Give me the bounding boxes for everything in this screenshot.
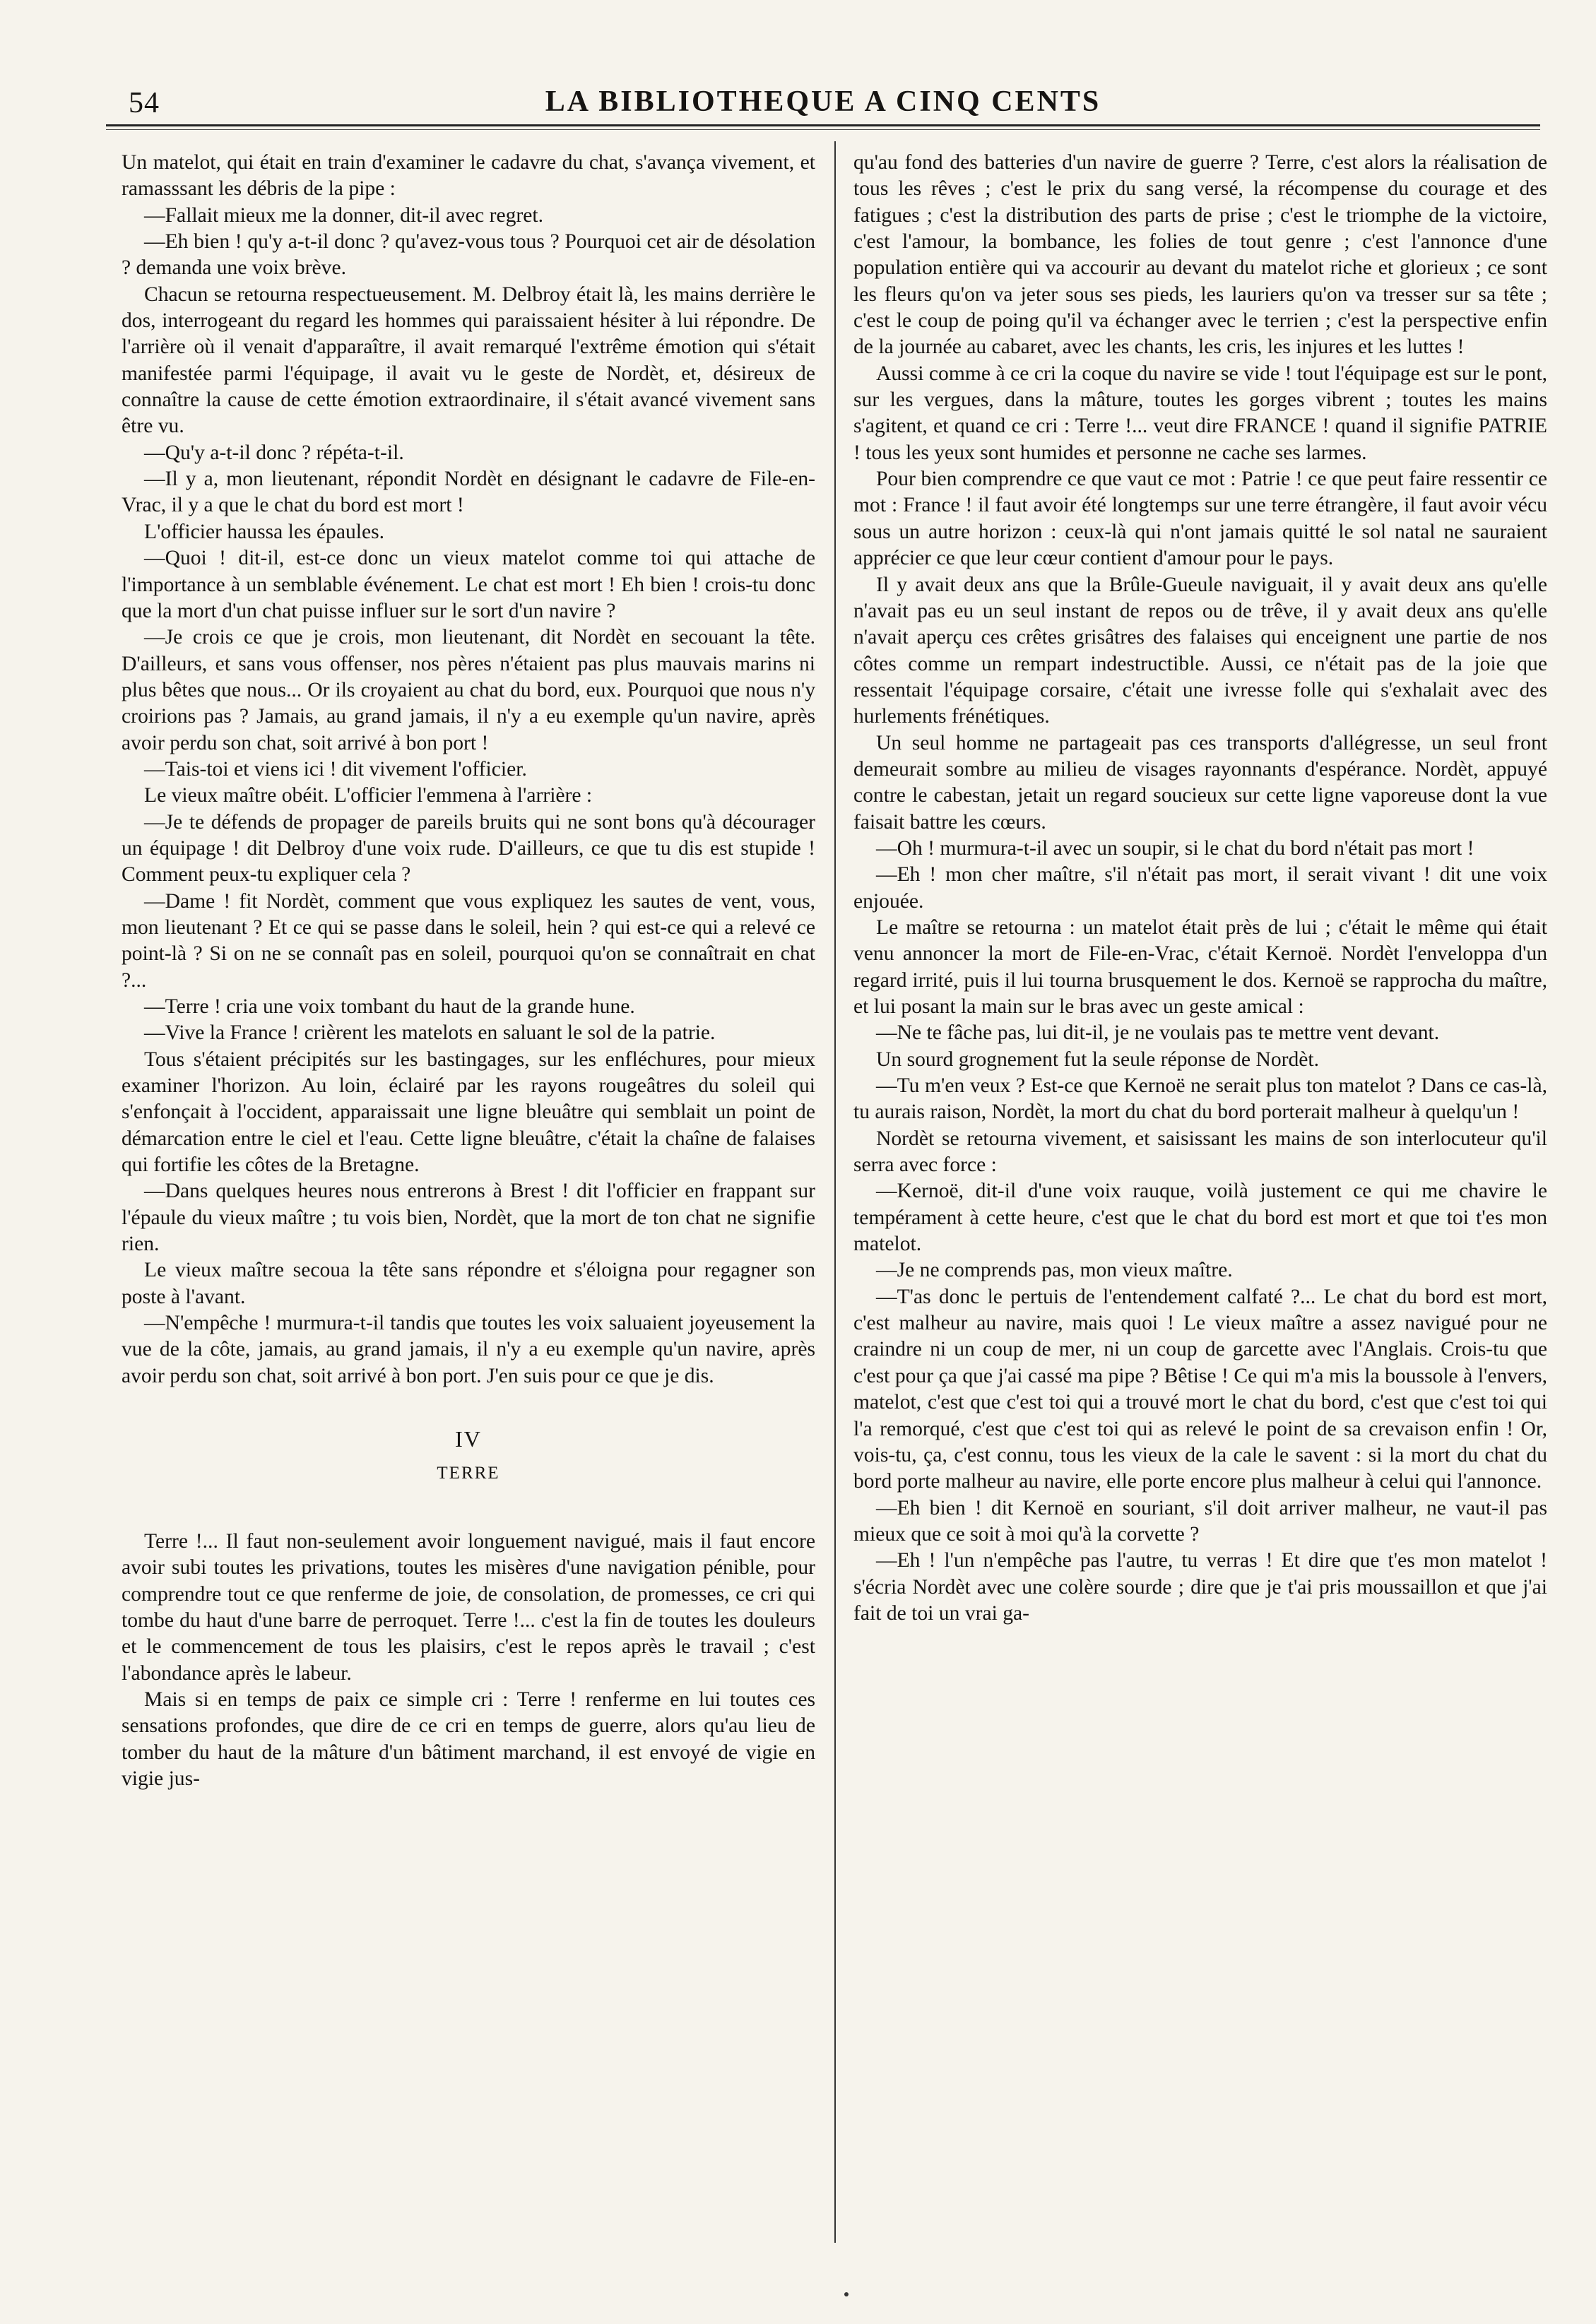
paragraph: —Eh ! mon cher maître, s'il n'était pas mort, il serait vivant ! dit une voix enjouée. — [853, 863, 1547, 913]
page-number: 54 — [129, 87, 160, 119]
paragraph: L'officier haussa les épaules. — [144, 520, 385, 543]
header-rule-thin — [106, 129, 1540, 130]
paragraph: —N'empêche ! murmura-t-il tandis que toutes les voix saluaient joyeusement la vue de la côte, jamais, au grand jamais, il n'y a eu exemple qu'un navire, après avoir perdu son chat, soit arrivé à bon port. J'en suis pour ce que je dis. — [122, 1312, 815, 1387]
paragraph: qu'au fond des batteries d'un navire de guerre ? Terre, c'est alors la réalisation de tous les rêves ; c'est le prix du sang versé, la récompense du courage et des fatigues ; c'est la distribution des parts de prise ; c'est le triomphe de la victoire, c'est l'amour, la bombance, les folies de tout genre ; c'est l'annonce d'une population entière qui va accourir au devant du matelot riche et glorieux ; ce sont les fleurs qu'on va jeter sous ses pieds, les lauriers qu'on va tresser sur sa tête ; c'est le coup de poing qu'il va échanger avec le terrien ; c'est la perspective enfin de la journée au cabaret, avec les chants, les cris, les injures et les luttes ! — [853, 151, 1547, 359]
paragraph: —Fallait mieux me la donner, dit-il avec regret. — [144, 203, 544, 227]
paragraph: Terre !... Il faut non-seulement avoir longuement navigué, mais il faut encore avoir subi toutes les privations, toutes les misères d'une navigation pénible, pour comprendre tout ce que renferme de joie, de consolation, de promesses, ce cri qui tombe du haut d'une barre de perroquet. Terre !... c'est la fin de toutes les douleurs et le commencement de tous les plaisirs, c'est le repos après le travail ; c'est l'abondance après le labeur. — [122, 1529, 815, 1685]
section-number: IV — [455, 1426, 482, 1452]
paragraph: Un matelot, qui était en train d'examiner le cadavre du chat, s'avança vivement, et ramasssant les débris de la pipe : — [122, 151, 815, 201]
paragraph: Pour bien comprendre ce que vaut ce mot : Patrie ! ce que peut faire ressentir ce mot : France ! il faut avoir été longtemps sur une terre étrangère, il faut avoir vécu sous un autre horizon : ceux-là qui n'ont jamais quitté le sol natal ne sauraient apprécier ce que leur cœur contient d'amour pour le pays. — [853, 468, 1547, 570]
right-column — [853, 150, 1547, 2241]
running-title: LA BIBLIOTHEQUE A CINQ CENTS — [545, 85, 1101, 118]
left-column — [122, 150, 815, 2241]
paragraph: Tous s'étaient précipités sur les bastingages, sur les enfléchures, pour mieux examiner l'horizon. Au loin, éclairé par les rayons rougeâtres du soleil qui s'enfonçait à l'occident, apparaissait une ligne bleuâtre qui semblait un point de démarcation entre le ciel et l'eau. Cette ligne bleuâtre, c'était la chaîne de falaises qui fortifie les côtes de la Bretagne. — [122, 1048, 815, 1177]
paragraph: —Tais-toi et viens ici ! dit vivement l'officier. — [144, 757, 527, 781]
paragraph: —T'as donc le pertuis de l'entendement calfaté ?... Le chat du bord est mort, c'est malheur au navire, mais quoi ! Le vieux maître a assez navigué pour ne craindre ni un coup de mer, ni un coup de garcette avec l'Anglais. Crois-tu que c'est pour ça que j'ai cassé ma pipe ? Bêtise ! Ce qui m'a mis la boussole à l'envers, matelot, c'est que c'est toi qui a trouvé mort le chat du bord, c'est que c'est toi qui l'a remorqué, c'est que c'est toi qui as relevé le point de sa crevaison enfin ! Or, vois-tu, ça, c'est connu, tous les vieux de la cale le savent : si la mort du chat du bord porte malheur au navire, elle porte encore plus malheur à celui qui l'annonce. — [853, 1285, 1547, 1493]
paragraph: Mais si en temps de paix ce simple cri : Terre ! renferme en lui toutes ces sensations profondes, que dire de ce cri en temps de guerre, alors qu'au lieu de tomber du haut de la mâture d'un bâtiment marchand, il est envoyé de vigie en vigie jus- — [122, 1688, 815, 1790]
paragraph: —Vive la France ! crièrent les matelots en saluant le sol de la patrie. — [144, 1021, 716, 1045]
paragraph: Le maître se retourna : un matelot était près de lui ; c'était le même qui était venu annoncer la mort de File-en-Vrac, c'était Kernoë. Nordèt l'enveloppa d'un regard irrité, puis il lui tourna brusquement le dos. Kernoë se rapprocha du maître, et lui posant la main sur le bras avec un geste amical : — [853, 915, 1547, 1018]
paragraph: Aussi comme à ce cri la coque du navire se vide ! tout l'équipage est sur le pont, sur les vergues, dans la mâture, toutes les gorges vibrent ; toutes les mains s'agitent, et quand ce cri : Terre !... veut dire FRANCE ! quand il signifie PATRIE ! tous les yeux sont humides et personne ne cache ses larmes. — [853, 362, 1547, 464]
page-header — [106, 83, 1540, 133]
paragraph: —Terre ! cria une voix tombant du haut de la grande hune. — [144, 995, 635, 1018]
paragraph: —Qu'y a-t-il donc ? répéta-t-il. — [144, 441, 404, 464]
paragraph: —Eh bien ! dit Kernoë en souriant, s'il doit arriver malheur, ne vaut-il pas mieux que ce soit à moi qu'à la corvette ? — [853, 1496, 1547, 1546]
section-title: TERRE — [437, 1463, 500, 1483]
paragraph: —Tu m'en veux ? Est-ce que Kernoë ne serait plus ton matelot ? Dans ce cas-là, tu aurais raison, Nordèt, la mort du chat du bord porterait malheur à quelqu'un ! — [853, 1074, 1547, 1124]
paragraph: —Dame ! fit Nordèt, comment que vous expliquez les sautes de vent, vous, mon lieutenant ? Et ce qui se passe dans le soleil, hein ? qui est-ce qui a relevé ce point-là ? Si on ne se connaît pas en soleil, pourquoi qu'on se connaîtrait en chat ?... — [122, 889, 815, 992]
paragraph: Un seul homme ne partageait pas ces transports d'allégresse, un seul front demeurait sombre au milieu de visages rayonnants d'espérance. Nordèt, appuyé contre le cabestan, jetait un regard soucieux sur cette ligne vaporeuse dont la vue faisait battre les cœurs. — [853, 731, 1547, 834]
paragraph: —Quoi ! dit-il, est-ce donc un vieux matelot comme toi qui attache de l'importance à un semblable événement. Le chat est mort ! Eh bien ! crois-tu donc que la mort d'un chat puisse influer sur le sort d'un navire ? — [122, 547, 815, 622]
paragraph: Un sourd grognement fut la seule réponse de Nordèt. — [876, 1048, 1320, 1071]
paragraph: Chacun se retourna respectueusement. M. Delbroy était là, les mains derrière le dos, interrogeant du regard les hommes qui paraissaient hésiter à lui répondre. De l'arrière où il venait d'apparaître, il avait remarqué l'extrême émotion qui s'était manifestée parmi l'équipage, il avait vu le geste de Nordèt, et, désireux de connaître la cause de cette émotion extraordinaire, il s'était avancé vivement sans être vu. — [122, 283, 815, 438]
paragraph: —Je te défends de propager de pareils bruits qui ne sont bons qu'à décourager un équipage ! dit Delbroy d'une voix rude. D'ailleurs, ce que tu dis est stupide ! Comment peux-tu expliquer cela ? — [122, 810, 815, 887]
paragraph: —Ne te fâche pas, lui dit-il, je ne voulais pas te mettre vent devant. — [876, 1021, 1440, 1045]
paragraph: Nordèt se retourna vivement, et saisissant les mains de son interlocuteur qu'il serra avec force : — [853, 1127, 1547, 1177]
footer-mark — [844, 2292, 849, 2296]
paragraph: Le vieux maître secoua la tête sans répondre et s'éloigna pour regagner son poste à l'avant. — [122, 1259, 815, 1308]
paragraph: Il y avait deux ans que la Brûle-Gueule naviguait, il y avait deux ans qu'elle n'avait pas eu un seul instant de repos ou de trêve, il y avait deux ans qu'elle n'avait aperçu ces crêtes grisâtres des falaises qui enceignent une partie de nos côtes comme un rempart indestructible. Aussi, ce n'était pas de la joie que ressentait l'équipage corsaire, c'était une ivresse folle qui s'exhalait avec des hurlements frénétiques. — [853, 573, 1547, 728]
paragraph: Le vieux maître obéit. L'officier l'emmena à l'arrière : — [144, 784, 593, 807]
paragraph: —Je crois ce que je crois, mon lieutenant, dit Nordèt en secouant la tête. D'ailleurs, et sans vous offenser, nos pères n'étaient pas plus mauvais marins ni plus bêtes que nous... Or ils croyaient au chat du bord, eux. Pourquoi que nous n'y croirions pas ? Jamais, au grand jamais, il n'y a eu exemple qu'un navire, après avoir perdu son chat, soit arrivé à bon port ! — [122, 626, 815, 754]
paragraph: —Eh ! l'un n'empêche pas l'autre, tu verras ! Et dire que t'es mon matelot ! s'écria Nordèt avec une colère sourde ; dire que je t'ai pris moussaillon et que j'ai fait de toi un vrai ga- — [853, 1549, 1547, 1625]
paragraph: —Il y a, mon lieutenant, répondit Nordèt en désignant le cadavre de File-en-Vrac, il y a que le chat du bord est mort ! — [122, 468, 815, 517]
paragraph: —Kernoë, dit-il d'une voix rauque, voilà justement ce qui me chavire le tempérament à cette heure, c'est que le chat du bord est mort et que toi t'es mon matelot. — [853, 1180, 1547, 1256]
header-rule — [106, 124, 1540, 126]
column-divider — [834, 141, 836, 2243]
paragraph: —Je ne comprends pas, mon vieux maître. — [876, 1259, 1233, 1282]
paragraph: —Eh bien ! qu'y a-t-il donc ? qu'avez-vous tous ? Pourquoi cet air de désolation ? demanda une voix brève. — [122, 230, 815, 280]
paragraph: —Dans quelques heures nous entrerons à Brest ! dit l'officier en frappant sur l'épaule du vieux maître ; tu vois bien, Nordèt, que la mort de ton chat ne signifie rien. — [122, 1180, 815, 1256]
paragraph: —Oh ! murmura-t-il avec un soupir, si le chat du bord n'était pas mort ! — [876, 836, 1474, 860]
